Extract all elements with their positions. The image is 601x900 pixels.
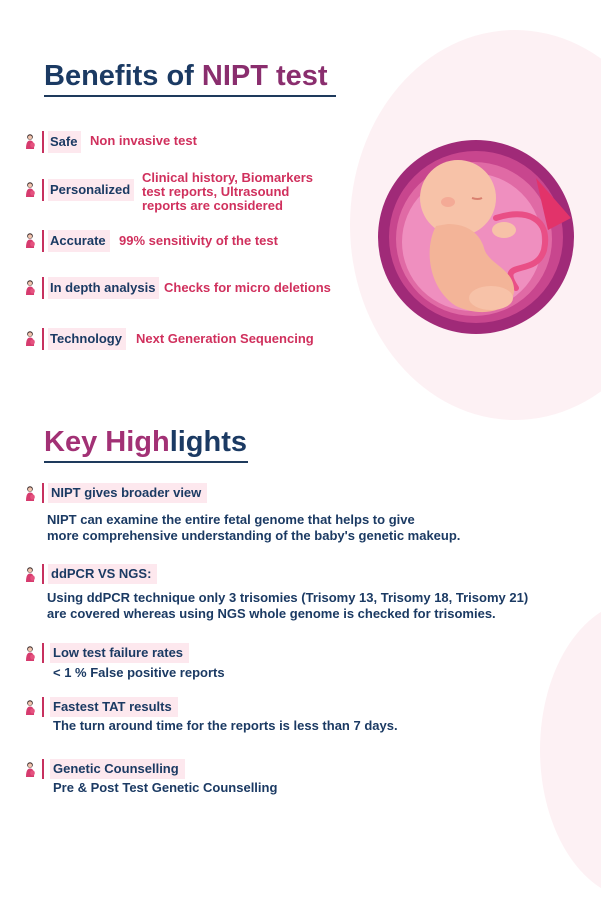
- decorative-background-shape: [540, 600, 601, 900]
- benefit-label: Safe: [48, 131, 81, 153]
- pregnant-woman-icon: [22, 699, 38, 715]
- pregnant-woman-icon: [22, 133, 38, 149]
- accent-bar: [42, 483, 44, 503]
- accent-bar: [42, 328, 44, 350]
- accent-bar: [42, 643, 44, 663]
- pregnant-woman-icon: [22, 181, 38, 197]
- title-underline: [44, 461, 248, 463]
- title-underline: [44, 95, 336, 97]
- pregnant-woman-icon: [22, 566, 38, 582]
- accent-bar: [42, 564, 44, 584]
- key-highlights-title: Key Highlights: [44, 425, 247, 459]
- highlight-description: Pre & Post Test Genetic Counselling: [53, 780, 278, 795]
- benefit-label: Accurate: [48, 230, 110, 252]
- accent-bar: [42, 759, 44, 779]
- pregnant-woman-icon: [22, 645, 38, 661]
- pregnant-woman-icon: [22, 761, 38, 777]
- fetus-in-womb-illustration: [376, 138, 576, 336]
- highlight-label: Genetic Counselling: [50, 759, 185, 779]
- pregnant-woman-icon: [22, 485, 38, 501]
- pregnant-woman-icon: [22, 279, 38, 295]
- highlight-description: NIPT can examine the entire fetal genome that helps to give more comprehensive understanding of the baby's genetic makeup.: [47, 512, 461, 543]
- benefit-label: Personalized: [48, 179, 134, 201]
- highlight-label: Fastest TAT results: [50, 697, 178, 717]
- highlight-description: The turn around time for the reports is less than 7 days.: [53, 718, 398, 733]
- pregnant-woman-icon: [22, 232, 38, 248]
- accent-bar: [42, 277, 44, 299]
- benefit-description: Checks for micro deletions: [164, 280, 331, 295]
- highlight-label: Low test failure rates: [50, 643, 189, 663]
- accent-bar: [42, 697, 44, 717]
- benefit-description: 99% sensitivity of the test: [119, 233, 278, 248]
- accent-bar: [42, 230, 44, 252]
- accent-bar: [42, 131, 44, 153]
- benefit-description: Next Generation Sequencing: [136, 331, 314, 346]
- benefit-description: Non invasive test: [90, 133, 197, 148]
- highlight-description: < 1 % False positive reports: [53, 665, 225, 680]
- benefit-label: Technology: [48, 328, 126, 350]
- highlight-label: NIPT gives broader view: [48, 483, 207, 503]
- highlight-label: ddPCR VS NGS:: [48, 564, 157, 584]
- benefits-title: Benefits of NIPT test: [44, 59, 328, 93]
- benefit-label: In depth analysis: [48, 277, 159, 299]
- benefit-description: Clinical history, Biomarkers test reports, Ultrasound reports are considered: [142, 170, 313, 213]
- accent-bar: [42, 179, 44, 201]
- pregnant-woman-icon: [22, 330, 38, 346]
- highlight-description: Using ddPCR technique only 3 trisomies (Trisomy 13, Trisomy 18, Trisomy 21) are covered whereas using NGS whole genome is checked for trisomies.: [47, 590, 529, 621]
